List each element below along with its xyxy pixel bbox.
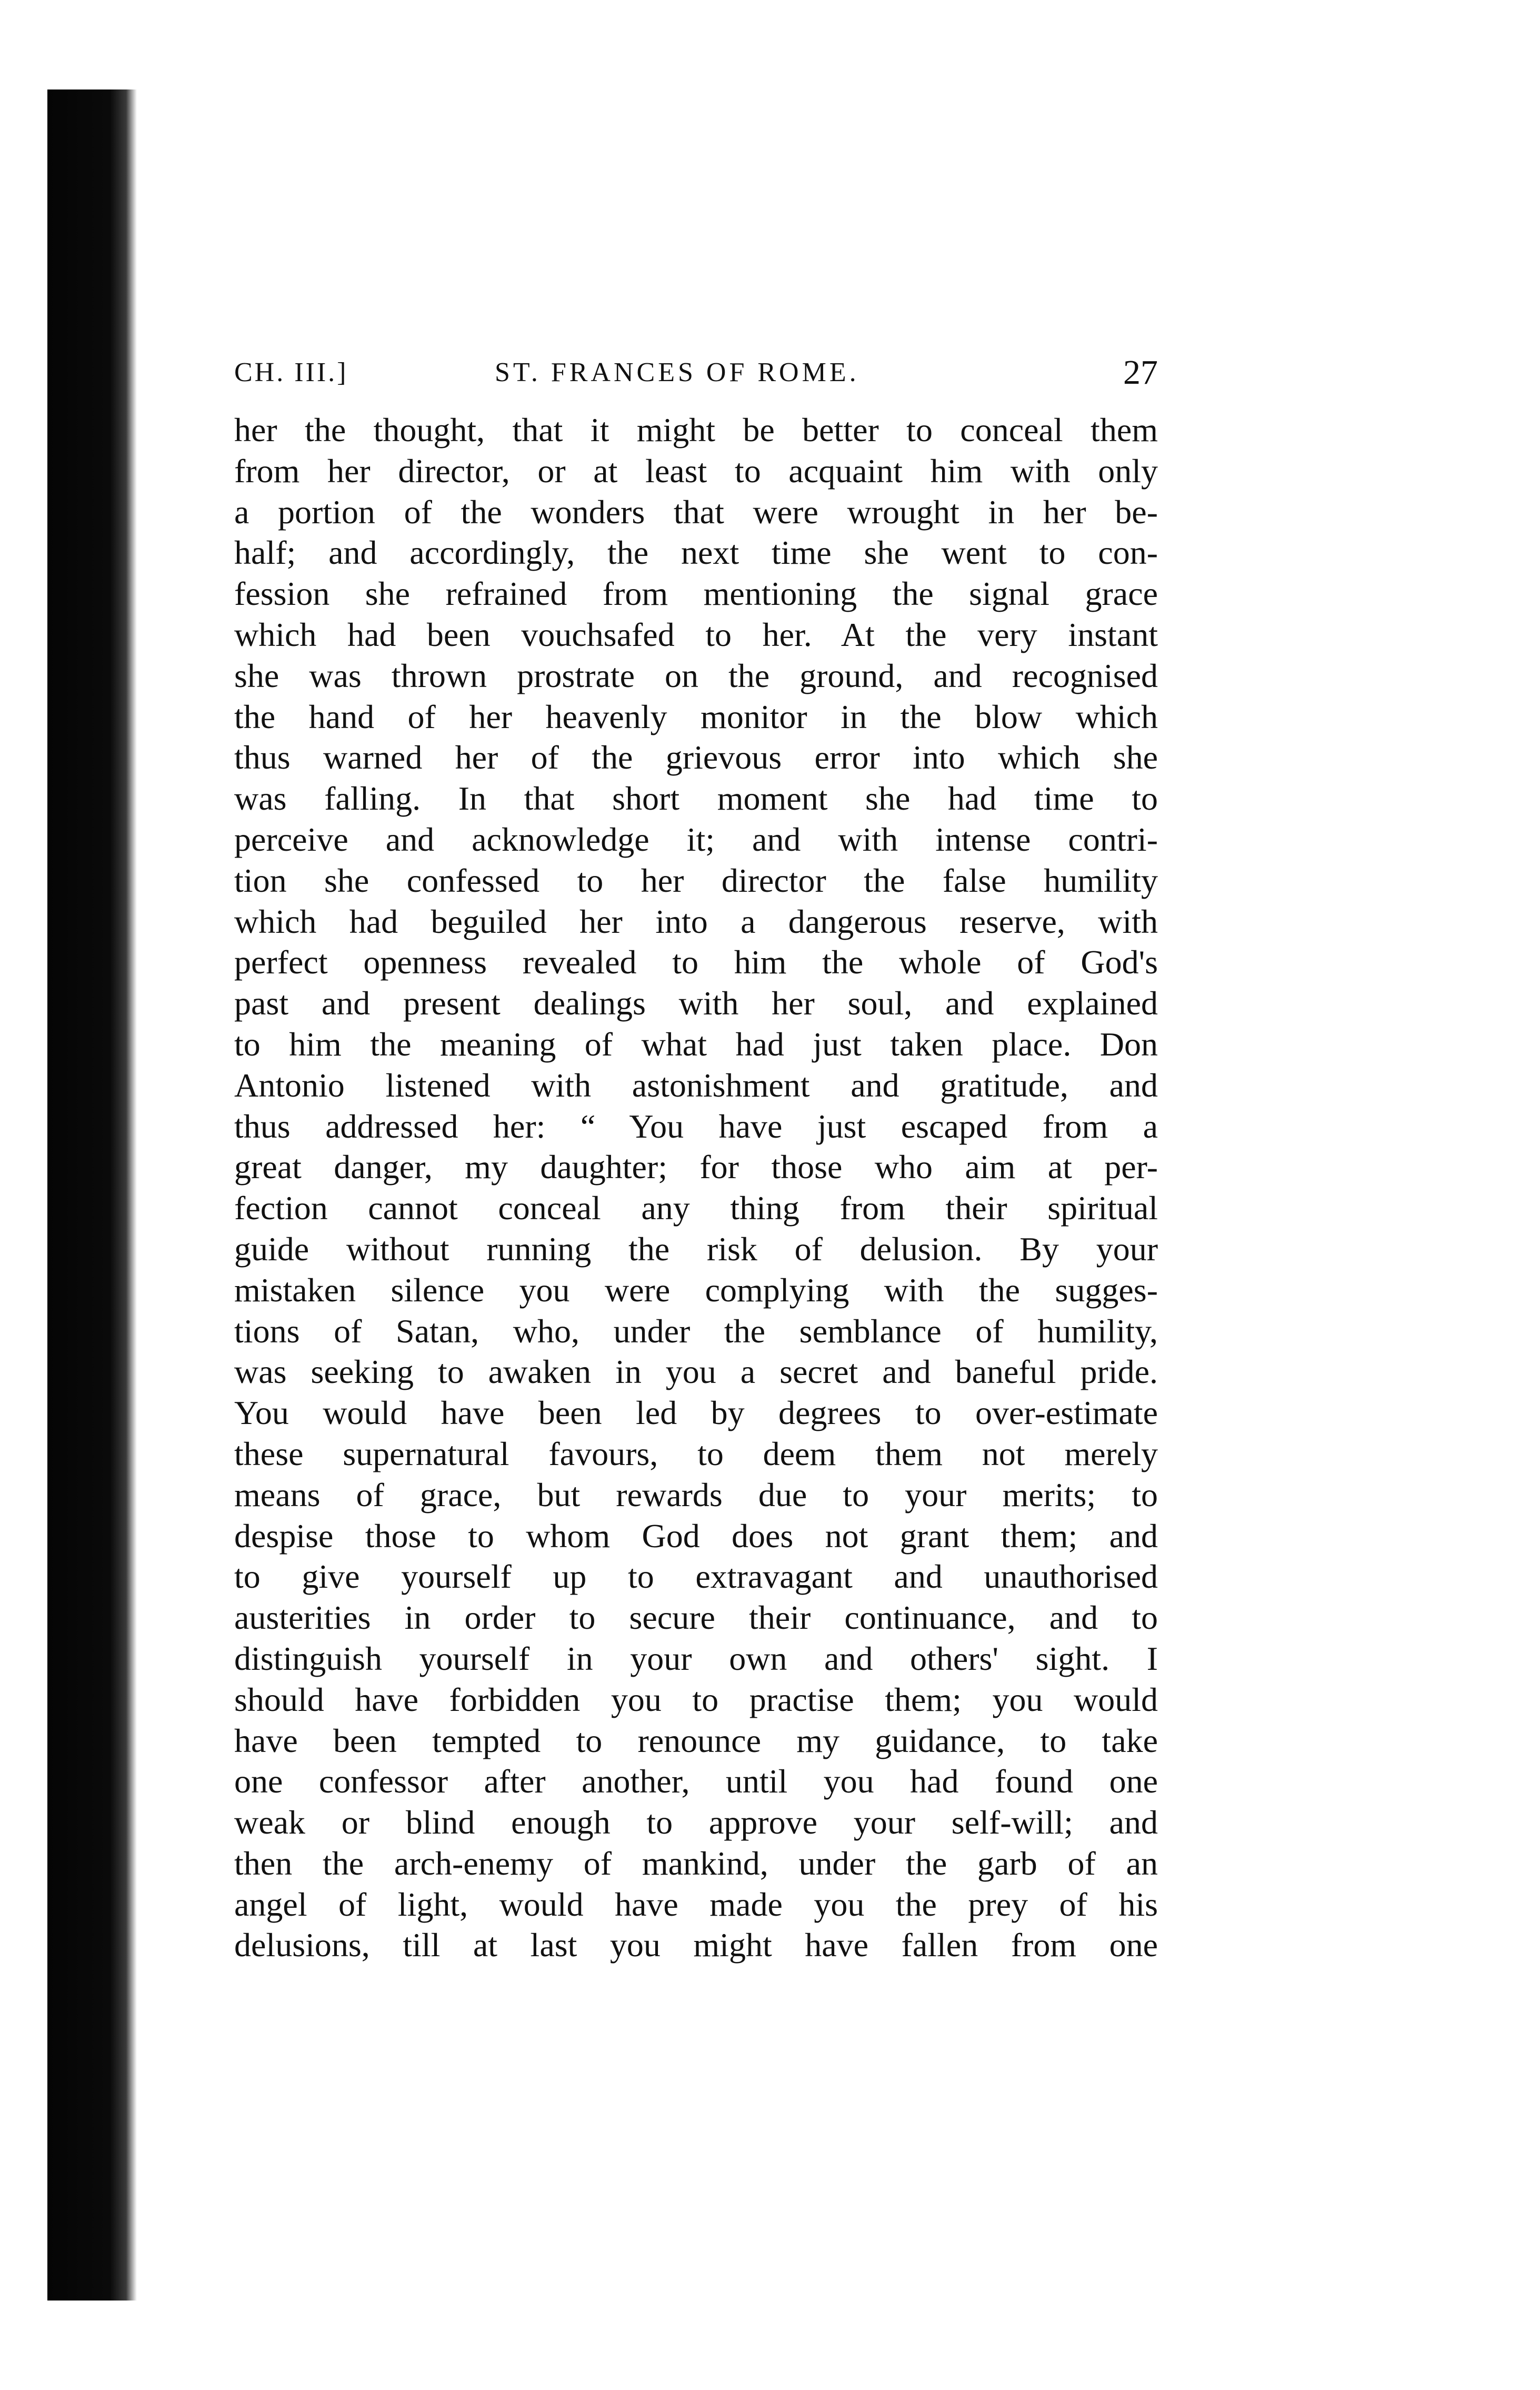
text-line: which had beguiled her into a dangerous reserve, with	[234, 902, 1158, 940]
text-line: Antonio listened with astonishment and gratitude, and	[234, 1066, 1158, 1104]
text-line: perceive and acknowledge it; and with intense contri-	[234, 820, 1158, 858]
text-line: great danger, my daughter; for those who aim at per-	[234, 1148, 1158, 1186]
text-line: these supernatural favours, to deem them not merely	[234, 1435, 1158, 1472]
text-line: the hand of her heavenly monitor in the blow which	[234, 698, 1158, 735]
text-line: austerities in order to secure their continuance, and to	[234, 1599, 1158, 1637]
body-text	[234, 410, 1158, 1966]
text-line: thus addressed her: “ You have just escaped from a	[234, 1107, 1158, 1145]
text-line: delusions, till at last you might have fallen from one	[234, 1926, 1158, 1964]
text-line: half; and accordingly, the next time she went to con-	[234, 534, 1158, 572]
text-line: angel of light, would have made you the prey of his	[234, 1885, 1158, 1923]
text-line: weak or blind enough to approve your self-will; and	[234, 1804, 1158, 1841]
text-line: her the thought, that it might be better to conceal them	[234, 411, 1158, 449]
text-line: to him the meaning of what had just taken place. Don	[234, 1025, 1158, 1063]
text-line: fession she refrained from mentioning the signal grace	[234, 575, 1158, 613]
text-line: have been tempted to renounce my guidance, to take	[234, 1721, 1158, 1759]
text-line: thus warned her of the grievous error into which she	[234, 739, 1158, 776]
text-line: from her director, or at least to acquaint him with only	[234, 452, 1158, 490]
chapter-label: CH. III.]	[234, 357, 348, 387]
text-line: was falling. In that short moment she had time to	[234, 780, 1158, 818]
text-line: which had been vouchsafed to her. At the very instant	[234, 615, 1158, 653]
text-line: distinguish yourself in your own and others' sight. I	[234, 1639, 1158, 1677]
text-line: You would have been led by degrees to over-estimate	[234, 1394, 1158, 1432]
page-number: 27	[1123, 353, 1158, 392]
text-line: then the arch-enemy of mankind, under the garb of an	[234, 1844, 1158, 1882]
text-line: was seeking to awaken in you a secret and baneful pride.	[234, 1353, 1158, 1391]
text-line: mistaken silence you were complying with the sugges-	[234, 1271, 1158, 1309]
text-line: past and present dealings with her soul, and explained	[234, 984, 1158, 1022]
text-line: should have forbidden you to practise them; you would	[234, 1680, 1158, 1718]
running-title: ST. FRANCES OF ROME.	[495, 357, 859, 387]
text-line: she was thrown prostrate on the ground, and recognised	[234, 656, 1158, 694]
text-line: guide without running the risk of delusion. By your	[234, 1230, 1158, 1268]
text-line: to give yourself up to extravagant and unauthorised	[234, 1558, 1158, 1596]
text-line: tions of Satan, who, under the semblance of humility,	[234, 1312, 1158, 1350]
text-line: a portion of the wonders that were wrought in her be-	[234, 493, 1158, 531]
text-line: despise those to whom God does not grant them; and	[234, 1517, 1158, 1555]
text-line: one confessor after another, until you had found one	[234, 1762, 1158, 1800]
text-line: means of grace, but rewards due to your merits; to	[234, 1476, 1158, 1513]
running-head	[234, 352, 1158, 394]
text-line: perfect openness revealed to him the whole of God's	[234, 943, 1158, 981]
binding-shadow	[47, 89, 137, 2301]
text-line: tion she confessed to her director the false humility	[234, 861, 1158, 899]
text-line: fection cannot conceal any thing from their spiritual	[234, 1189, 1158, 1227]
